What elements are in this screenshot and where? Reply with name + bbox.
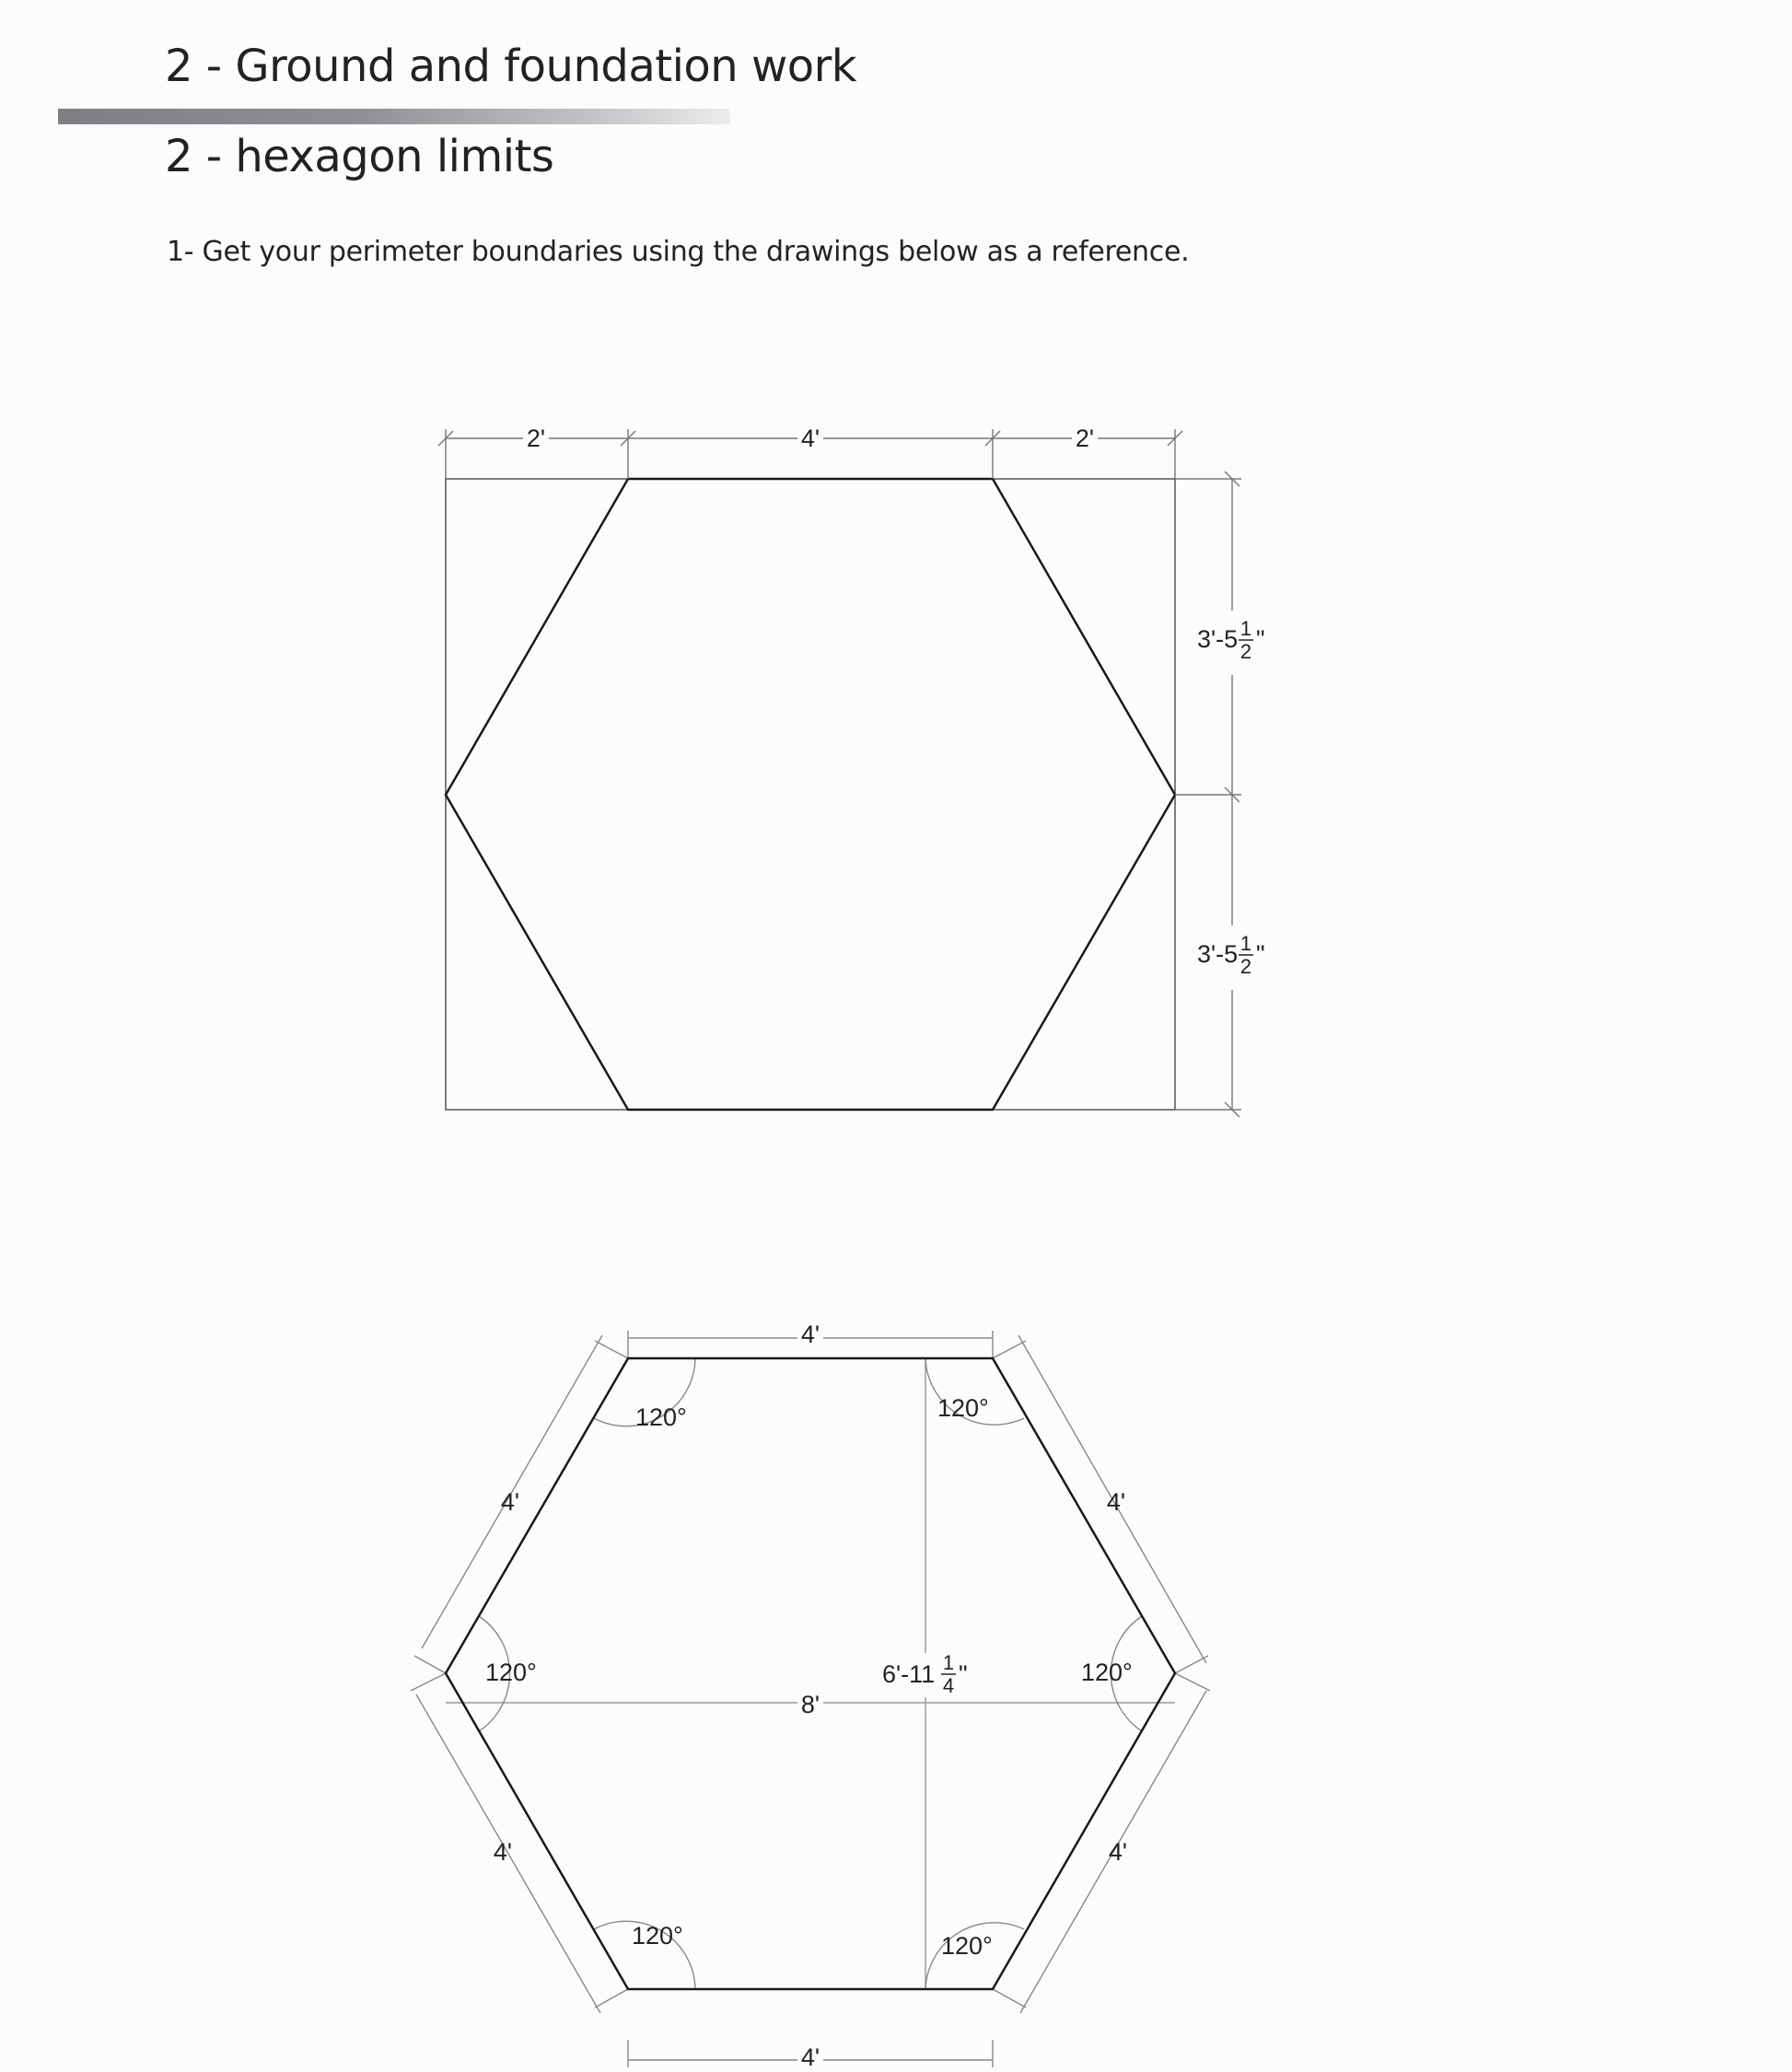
angle-left: 120° [485,1659,537,1686]
dim-right-lower-numerator: 1 [1239,932,1252,955]
angle-right: 120° [1081,1659,1133,1686]
dim-side-upper-left: 4' [500,1488,520,1516]
page-title: 2 - Ground and foundation work [165,41,857,92]
angle-bottom-right: 120° [941,1932,993,1960]
interior-dimension-lines [446,1358,1175,1989]
dim-right-upper-numerator: 1 [1239,617,1252,640]
bottom-drawing [411,1321,1210,2071]
dim-height-numerator: 1 [942,1651,955,1674]
dim-height-denominator: 4 [942,1674,955,1697]
dim-width: 8' [800,1691,820,1718]
dim-right-upper-denominator: 2 [1239,640,1252,663]
top-drawing [438,425,1267,1117]
bounding-rectangle [446,479,1175,1110]
dim-height-unit: " [959,1660,968,1688]
instruction-text: 1- Get your perimeter boundaries using the drawings below as a reference. [167,236,1190,268]
angle-top-left: 120° [635,1403,687,1431]
dim-side-bottom: 4' [800,2043,820,2071]
dim-right-lower-unit: " [1256,940,1265,968]
dim-right-lower-denominator: 2 [1239,955,1252,978]
dim-side-lower-left: 4' [493,1838,513,1866]
angle-top-right: 120° [937,1394,989,1422]
hexagon-outline [446,479,1175,1110]
dim-right-lower-whole: 3'-5 [1197,940,1239,968]
section-title: 2 - hexagon limits [165,131,554,182]
dim-right-upper-unit: " [1256,625,1265,653]
dim-height-whole: 6'-11 [882,1660,936,1688]
dim-side-upper-right: 4' [1106,1488,1126,1516]
dim-top-middle: 4' [800,425,820,452]
angle-bottom-left: 120° [632,1922,683,1950]
dim-right-upper-whole: 3'-5 [1197,625,1239,653]
dim-side-lower-right: 4' [1108,1838,1128,1866]
dim-top-left: 2' [526,425,546,452]
dimensioned-hexagon-outline [446,1358,1175,1989]
dim-top-right: 2' [1075,425,1095,452]
angle-arcs [479,1358,1142,1989]
dim-side-top: 4' [800,1321,820,1348]
right-dimension-chain [1175,471,1241,1117]
